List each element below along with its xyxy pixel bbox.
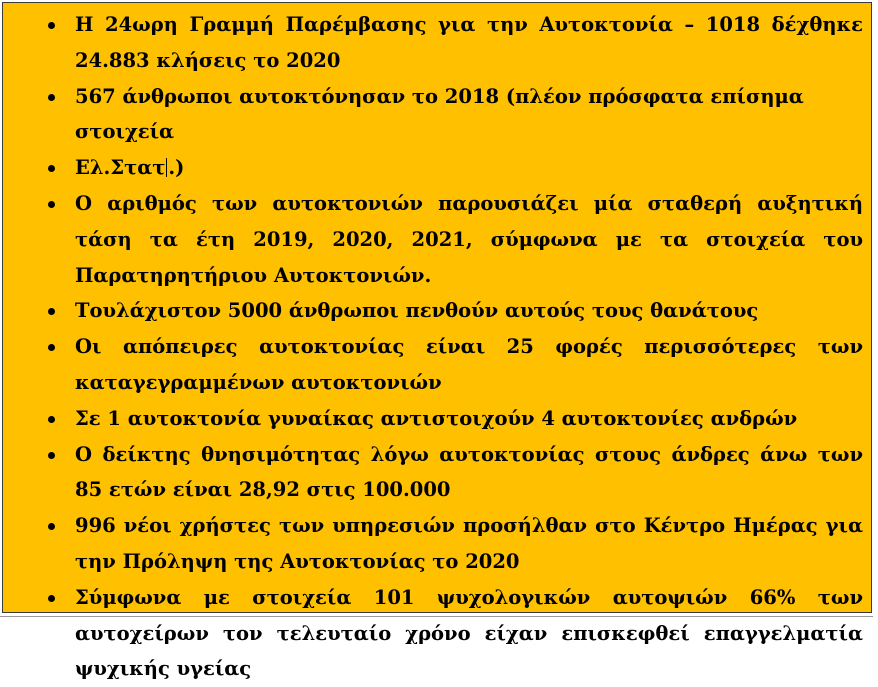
bullet-item-autopsies xyxy=(3,580,871,687)
bullet-dot-icon xyxy=(48,595,55,602)
bullet-dot-icon xyxy=(48,94,55,101)
bullet-text-after-caret: .) xyxy=(168,156,185,180)
bullet-item-day-center xyxy=(3,508,871,580)
divider-line xyxy=(0,616,873,617)
bullet-dot-icon xyxy=(48,22,55,29)
bullet-dot-icon xyxy=(48,201,55,208)
bullet-text: Σε 1 αυτοκτονία γυναίκας αντιστοιχούν 4 αυτοκτονίες ανδρών xyxy=(75,406,798,430)
bullet-text: Ο δείκτης θνησιμότητας λόγω αυτοκτονίας στους άνδρες άνω των 85 ετών είναι 28,92 στις 100.000 xyxy=(75,442,863,502)
bullet-item-trend xyxy=(3,186,871,293)
bullet-item-mortality-rate xyxy=(3,437,871,509)
bullet-text: Τουλάχιστον 5000 άνθρωποι πενθούν αυτούς τους θανάτους xyxy=(75,299,759,323)
bullet-text: Σύμφωνα με στοιχεία 101 ψυχολογικών αυτοψιών 66% των αυτοχείρων τον τελευταίο χρόνο είχαν επισκεφθεί επαγγελματία ψυχικής υγείας xyxy=(75,585,863,681)
bullet-list xyxy=(3,7,871,687)
bullet-dot-icon xyxy=(48,416,55,423)
bullet-dot-icon xyxy=(48,165,55,172)
bullet-text: Οι απόπειρες αυτοκτονίας είναι 25 φορές περισσότερες των καταγεγραμμένων αυτοκτονιών xyxy=(75,335,863,394)
bullet-item-attempts xyxy=(3,329,871,401)
bullet-text-before-caret: Ελ.Στατ xyxy=(75,156,166,180)
bullet-text: 567 άνθρωποι αυτοκτόνησαν το 2018 (πλέον πρόσφατα επίσημα στοιχεία xyxy=(75,84,804,144)
bullet-item-helpline-calls xyxy=(3,7,871,79)
bullet-item-gender-ratio xyxy=(3,401,871,437)
bullet-dot-icon xyxy=(48,344,55,351)
bullet-text: Η 24ωρη Γραμμή Παρέμβασης για την Αυτοκτονία – 1018 δέχθηκε 24.883 κλήσεις το 2020 xyxy=(75,13,863,72)
text-box xyxy=(2,2,872,681)
bullet-item-mourners xyxy=(3,293,871,329)
bullet-item-suicides-2018 xyxy=(3,79,871,151)
bullet-dot-icon xyxy=(48,308,55,315)
bullet-dot-icon xyxy=(48,452,55,459)
bullet-text: Ο αριθμός των αυτοκτονιών παρουσιάζει μία σταθερή αυξητική τάση τα έτη 2019, 2020, 2021, σύμφωνα με τα στοιχεία του Παρατηρητήριου Αυτοκτονιών. xyxy=(75,191,863,287)
bullet-item-source[interactable] xyxy=(3,150,871,186)
bullet-text: 996 νέοι χρήστες των υπηρεσιών προσήλθαν στο Κέντρο Ημέρας για την Πρόληψη της Αυτοκτονίας το 2020 xyxy=(75,514,863,573)
bullet-dot-icon xyxy=(48,523,55,530)
